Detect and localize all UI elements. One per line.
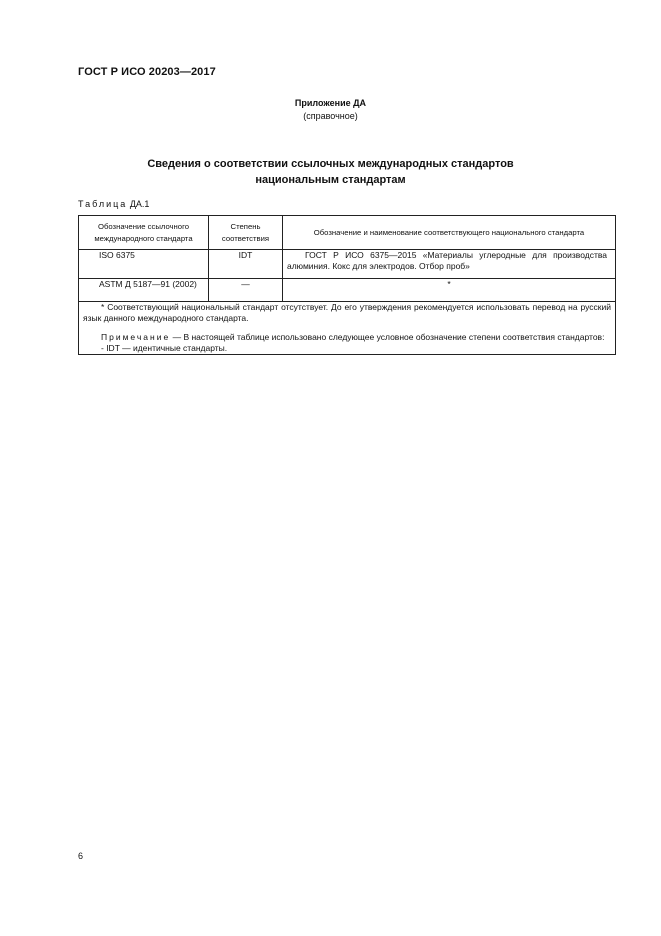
page-number: 6: [78, 851, 84, 861]
appendix-subtitle: (справочное): [303, 111, 358, 121]
cell-national-standard: ГОСТ Р ИСО 6375—2015 «Материалы углеродные для производства алюминия. Кокс для электродов. Отбор проб»: [283, 250, 616, 279]
section-title-line-1: Сведения о соответствии ссылочных международных стандартов: [147, 158, 514, 170]
cell-degree: —: [209, 279, 283, 302]
table-label: [78, 199, 149, 209]
cell-national-standard: *: [283, 279, 616, 302]
table-notes-row: [79, 302, 616, 355]
table-note: [83, 332, 611, 343]
cell-intl-standard: ASTM Д 5187—91 (2002): [79, 279, 209, 302]
appendix-title: Приложение ДА: [294, 98, 367, 108]
table-label-prefix: Таблица: [78, 199, 128, 209]
cell-intl-standard: ISO 6375: [79, 250, 209, 279]
header-intl-standard: Обозначение ссылочного международного стандарта: [79, 216, 209, 250]
note-text: — В настоящей таблице использовано следующее условное обозначение степени соответствия стандартов:: [172, 332, 605, 342]
header-national-standard: Обозначение и наименование соответствующего национального стандарта: [283, 216, 616, 250]
table-row: [79, 279, 616, 302]
table-notes-cell: [79, 302, 616, 355]
document-code: ГОСТ Р ИСО 20203—2017: [78, 66, 216, 78]
standards-table: [78, 215, 616, 355]
section-title: [0, 156, 661, 188]
note-label: Примечание: [101, 332, 171, 342]
cell-degree: IDT: [209, 250, 283, 279]
appendix-heading: [0, 97, 661, 123]
header-degree: Степень соответствия: [209, 216, 283, 250]
table-header-row: [79, 216, 616, 250]
note-item: - IDT — идентичные стандарты.: [101, 343, 228, 353]
table-label-number: ДА.1: [129, 199, 150, 209]
table-row: [79, 250, 616, 279]
section-title-line-2: национальным стандартам: [255, 174, 406, 186]
table-footnote: * Соответствующий национальный стандарт отсутствует. До его утверждения рекомендуется использовать перевод на русский язык данного международного стандарта.: [83, 302, 611, 323]
